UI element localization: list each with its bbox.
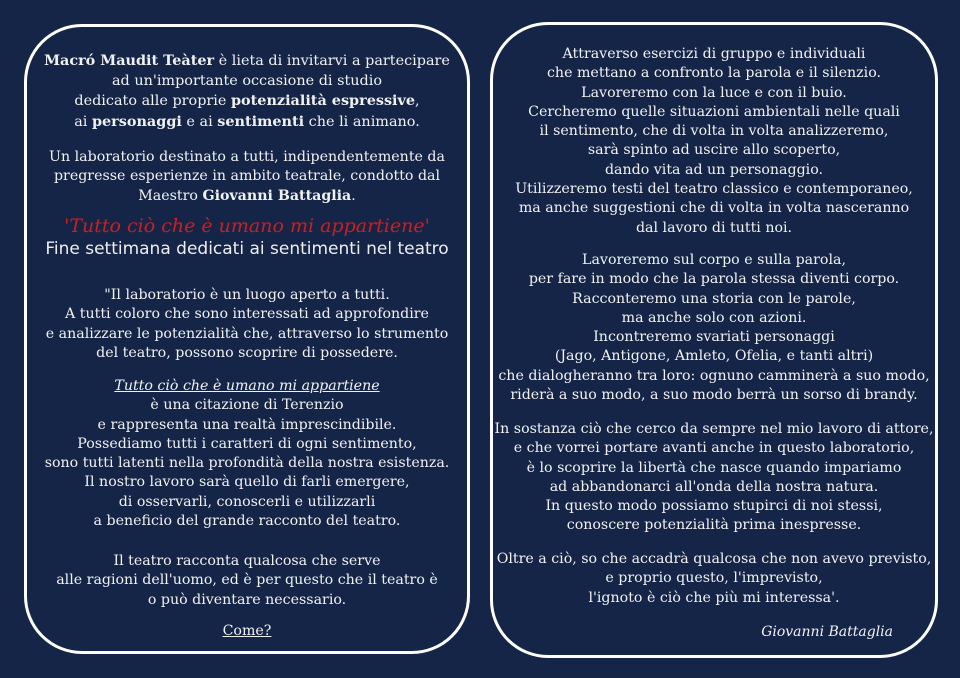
body-line-7: che dialogheranno tra loro: ognuno camminerà a suo modo, xyxy=(498,367,930,384)
method-line-9: ma anche suggestioni che di volta in volta nasceranno xyxy=(518,200,910,217)
closing-paragraph xyxy=(27,552,467,610)
closing-line-1: Il teatro racconta qualcosa che serve xyxy=(113,553,381,569)
citation-line-5: Il nostro lavoro sarà quello di farli emergere, xyxy=(84,474,410,491)
unexpected-line-2: e proprio questo, l'imprevisto, xyxy=(605,570,823,587)
company-name: Macró Maudit Teàter xyxy=(44,52,215,69)
essence-line-1: In sostanza ciò che cerco da sempre nel mio lavoro di attore, xyxy=(494,421,934,437)
essence-paragraph xyxy=(493,420,935,536)
maestro-name: Giovanni Battaglia xyxy=(202,187,352,204)
citation-line-6: di osservarli, conoscerli e utilizzarli xyxy=(118,493,376,510)
quote-line-1: "Il laboratorio è un luogo aperto a tutti. xyxy=(104,287,390,303)
citation-title: Tutto ciò che è umano mi appartiene xyxy=(114,378,380,394)
essence-line-6: conoscere potenzialità prima inespresse. xyxy=(566,517,862,534)
lab-line-2: pregresse esperienze in ambito teatrale, condotto dal xyxy=(53,168,441,185)
come-link[interactable]: Come? xyxy=(222,623,272,639)
body-line-1: Lavoreremo sul corpo e sulla parola, xyxy=(582,252,846,268)
closing-line-3: o può diventare necessario. xyxy=(147,591,347,608)
citation-line-3: Possediamo tutti i caratteri di ogni sentimento, xyxy=(77,435,417,452)
quote-line-2: A tutti coloro che sono interessati ad approfondire xyxy=(65,306,429,323)
method-line-10: dal lavoro di tutti noi. xyxy=(635,219,793,236)
unexpected-paragraph xyxy=(493,550,935,608)
method-line-3: Lavoreremo con la luce e con il buio. xyxy=(581,84,847,101)
intro-paragraph xyxy=(27,51,467,132)
lab-paragraph xyxy=(27,148,467,206)
come-link-row xyxy=(27,622,467,641)
body-line-8: riderà a suo modo, a suo modo berrà un sorso di brandy. xyxy=(510,387,918,404)
body-line-3: Racconteremo una storia con le parole, xyxy=(572,290,856,307)
intro-line-2: ad un'importante occasione di studio xyxy=(111,72,383,89)
intro-line-1: Macró Maudit Teàter è lieta di invitarvi a partecipare xyxy=(44,52,450,69)
essence-line-4: ad abbandonarci all'onda della nostra natura. xyxy=(549,478,879,495)
body-line-2: per fare in modo che la parola stessa diventi corpo. xyxy=(528,271,900,288)
lab-line-3: Maestro Giovanni Battaglia. xyxy=(138,187,356,204)
method-line-5: il sentimento, che di volta in volta analizzeremo, xyxy=(539,123,889,140)
workshop-title: 'Tutto ciò che è umano mi appartiene' xyxy=(64,215,430,237)
method-line-2: che mettano a confronto la parola e il silenzio. xyxy=(546,65,882,82)
method-line-8: Utilizzeremo testi del teatro classico e contemporaneo, xyxy=(515,181,913,198)
signature: Giovanni Battaglia xyxy=(761,624,893,640)
method-line-7: dando vita ad un personaggio. xyxy=(604,161,824,178)
citation-line-7: a beneficio del grande racconto del teatro. xyxy=(93,513,401,530)
method-line-6: sarà spinto ad uscire allo scoperto, xyxy=(587,142,841,159)
body-line-5: Incontreremo svariati personaggi xyxy=(593,329,835,346)
essence-line-5: In questo modo possiamo stupirci di noi stessi, xyxy=(545,498,883,515)
essence-line-3: è lo scoprire la libertà che nasce quando impariamo xyxy=(526,459,902,476)
unexpected-line-3: l'ignoto è ciò che più mi interessa'. xyxy=(588,589,840,606)
citation-line-4: sono tutti latenti nella profondità della nostra esistenza. xyxy=(44,455,450,472)
right-panel xyxy=(490,22,938,658)
essence-line-2: e che vorrei portare avanti anche in questo laboratorio, xyxy=(513,440,915,457)
quote-line-4: del teatro, possono scoprire di possedere. xyxy=(96,344,398,361)
body-line-4: ma anche solo con azioni. xyxy=(621,309,807,326)
citation-paragraph xyxy=(27,377,467,531)
quote-paragraph xyxy=(27,286,467,363)
citation-line-1: è una citazione di Terenzio xyxy=(150,397,344,414)
closing-line-2: alle ragioni dell'uomo, ed è per questo che il teatro è xyxy=(56,572,438,589)
intro-line-4: ai personaggi e ai sentimenti che li animano. xyxy=(74,112,420,130)
citation-line-2: e rappresenta una realtà imprescindibile. xyxy=(97,416,397,433)
body-paragraph xyxy=(493,251,935,405)
method-line-1: Attraverso esercizi di gruppo e individuali xyxy=(562,46,866,62)
left-panel xyxy=(24,24,470,654)
workshop-subtitle: Fine settimana dedicati ai sentimenti nel teatro xyxy=(45,239,449,259)
lab-line-1: Un laboratorio destinato a tutti, indipendentemente da xyxy=(49,149,445,165)
unexpected-line-1: Oltre a ciò, so che accadrà qualcosa che non avevo previsto, xyxy=(496,551,932,567)
method-line-4: Cercheremo quelle situazioni ambientali nelle quali xyxy=(528,103,900,120)
quote-line-3: e analizzare le potenzialità che, attraverso lo strumento xyxy=(45,325,449,342)
body-line-6: (Jago, Antigone, Amleto, Ofelia, e tanti altri) xyxy=(554,348,874,365)
title-block xyxy=(27,214,467,260)
method-paragraph xyxy=(493,45,935,238)
intro-line-3: dedicato alle proprie potenzialità espressive, xyxy=(74,92,420,109)
